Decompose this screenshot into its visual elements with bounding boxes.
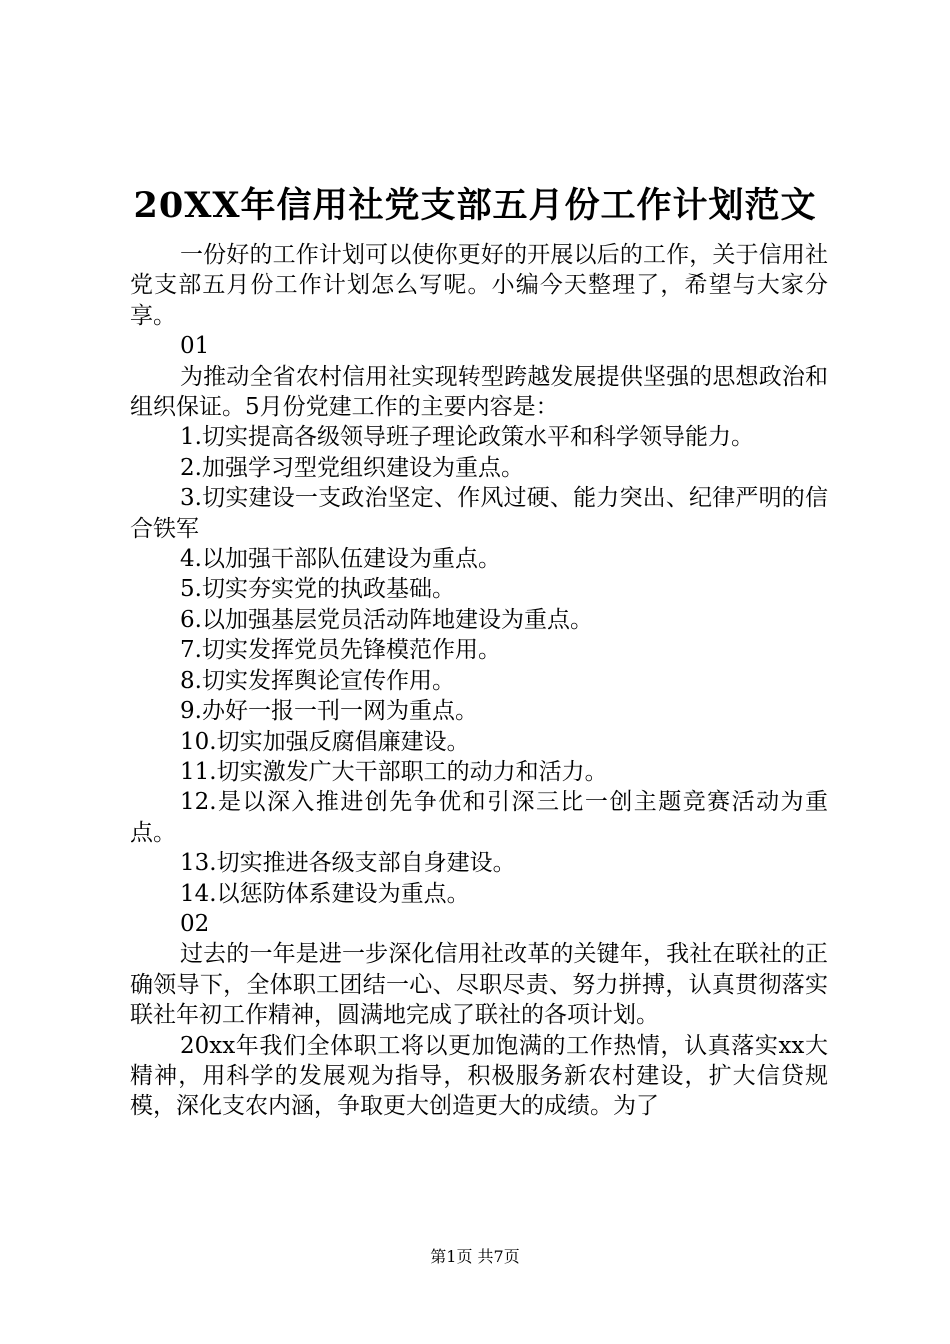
- list-item: 13.切实推进各级支部自身建设。: [180, 850, 516, 877]
- body-paragraph: 过去的一年是进一步深化信用社改革的关键年，我社在联社的正确领导下，全体职工团结一心、尽职尽责、努力拼搏，认真贯彻落实联社年初工作精神，圆满地完成了联社的各项计划。: [130, 941, 828, 1029]
- list-item: 10.切实加强反腐倡廉建设。: [180, 728, 470, 755]
- list-item: 5.切实夯实党的执政基础。: [180, 576, 455, 603]
- list-item: 11.切实激发广大干部职工的动力和活力。: [180, 758, 608, 785]
- list-item: 2.加强学习型党组织建设为重点。: [180, 454, 524, 481]
- section-number: 01: [180, 333, 210, 360]
- list-item: 6.以加强基层党员活动阵地建设为重点。: [180, 606, 593, 633]
- document-title: 20XX年信用社党支部五月份工作计划范文: [133, 185, 817, 226]
- list-item: 3.切实建设一支政治坚定、作风过硬、能力突出、纪律严明的信合铁军: [130, 485, 828, 542]
- list-item: 12.是以深入推进创先争优和引深三比一创主题竞赛活动为重点。: [130, 789, 828, 846]
- body-paragraph: 20xx年我们全体职工将以更加饱满的工作热情，认真落实xx大精神，用科学的发展观为指导，积极服务新农村建设，扩大信贷规模，深化支农内涵，争取更大创造更大的成绩。为了: [130, 1032, 828, 1120]
- list-item: 9.办好一报一刊一网为重点。: [180, 698, 478, 725]
- list-item: 8.切实发挥舆论宣传作用。: [180, 667, 455, 694]
- page-footer: 第1页 共7页: [430, 1247, 520, 1266]
- list-item: 14.以惩防体系建设为重点。: [180, 880, 470, 907]
- list-item: 1.切实提高各级领导班子理论政策水平和科学领导能力。: [180, 424, 754, 451]
- body-paragraph: 为推动全省农村信用社实现转型跨越发展提供坚强的思想政治和组织保证。5月份党建工作的主要内容是：: [130, 363, 828, 421]
- section-number: 02: [180, 910, 210, 937]
- intro-paragraph: 一份好的工作计划可以使你更好的开展以后的工作，关于信用社党支部五月份工作计划怎么写呢。小编今天整理了，希望与大家分享。: [130, 242, 828, 329]
- list-item: 7.切实发挥党员先锋模范作用。: [180, 637, 501, 664]
- list-item: 4.以加强干部队伍建设为重点。: [180, 546, 501, 573]
- document-body: [130, 240, 828, 1122]
